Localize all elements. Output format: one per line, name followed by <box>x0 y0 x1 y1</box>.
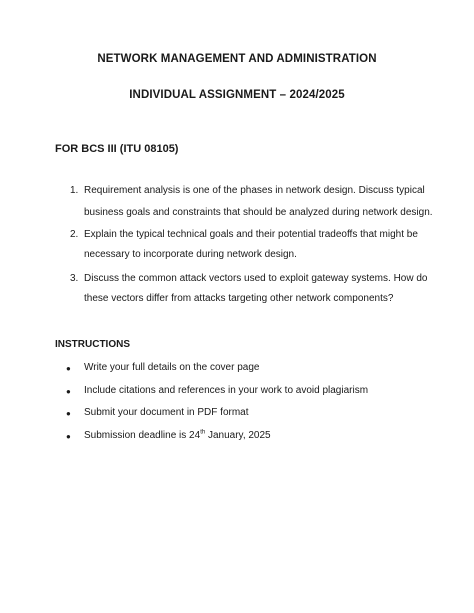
question-text-line: necessary to incorporate during network design. <box>84 249 297 260</box>
bullet-icon: ● <box>66 409 71 418</box>
question-text-line: Discuss the common attack vectors used to exploit gateway systems. How do <box>84 273 428 284</box>
deadline-prefix: Submission deadline is 24 <box>84 430 201 441</box>
bullet-icon: ● <box>66 432 71 441</box>
question-text-line: Explain the typical technical goals and their potential tradeoffs that might be <box>84 229 418 240</box>
document-title: NETWORK MANAGEMENT AND ADMINISTRATION <box>97 53 377 65</box>
question-text-line: Requirement analysis is one of the phases in network design. Discuss typical <box>84 185 425 196</box>
instructions-heading: INSTRUCTIONS <box>55 339 130 350</box>
deadline-item <box>84 430 271 441</box>
bullet-icon: ● <box>66 387 71 396</box>
question-text-line: business goals and constraints that should be analyzed during network design. <box>84 207 433 218</box>
bullet-icon: ● <box>66 364 71 373</box>
instruction-item: Include citations and references in your work to avoid plagiarism <box>84 385 369 396</box>
question-number: 2. <box>70 229 79 240</box>
question-number: 3. <box>70 273 79 284</box>
deadline-ordinal: th <box>200 429 206 436</box>
question-number: 1. <box>70 185 79 196</box>
deadline-date: January, 2025 <box>205 430 271 441</box>
instruction-item: Write your full details on the cover page <box>84 362 260 373</box>
question-text-line: these vectors differ from attacks targeting other network components? <box>84 293 394 304</box>
course-heading: FOR BCS III (ITU 08105) <box>55 143 179 155</box>
instruction-item: Submit your document in PDF format <box>84 407 249 418</box>
document-subtitle: INDIVIDUAL ASSIGNMENT – 2024/2025 <box>129 89 345 101</box>
